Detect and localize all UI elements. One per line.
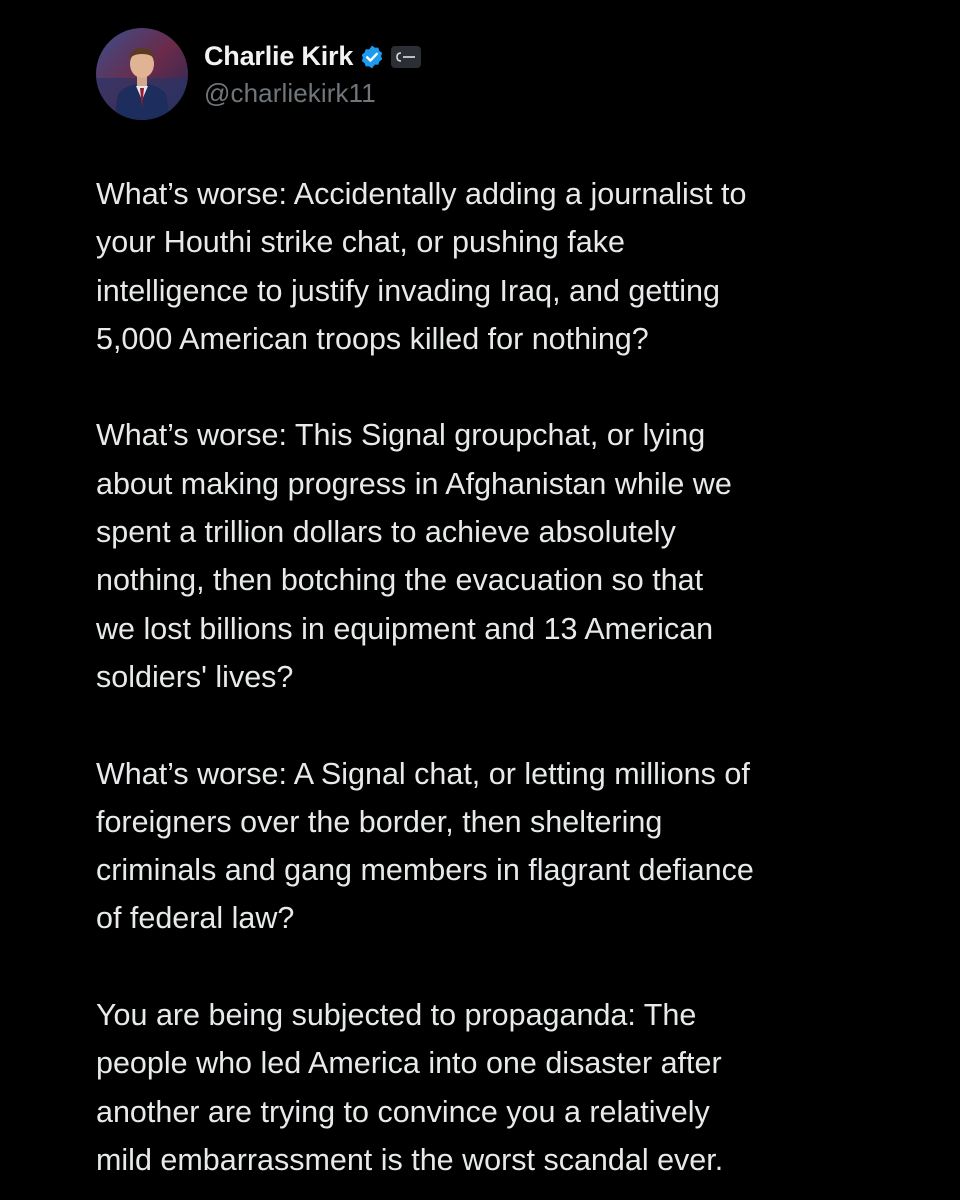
post-paragraph: What’s worse: This Signal groupchat, or lying about making progress in Afghanistan while we spent a trillion dollars to achieve absolutely nothing, then botching the evacuation so that we lost billions in equipment and 13 American soldiers' lives?: [96, 418, 732, 694]
organization-badge-icon[interactable]: [391, 46, 421, 68]
avatar-image: [96, 28, 188, 120]
post-paragraph: You are being subjected to propaganda: The people who led America into one disaster after another are trying to convince you a relatively mild embarrassment is the worst scandal ever.: [96, 998, 724, 1177]
author-names: [204, 40, 421, 109]
post-text: [96, 170, 896, 1184]
post-paragraph: What’s worse: Accidentally adding a journalist to your Houthi strike chat, or pushing fake intelligence to justify invading Iraq, and getting 5,000 American troops killed for nothing?: [96, 177, 747, 356]
display-name[interactable]: Charlie Kirk: [204, 41, 354, 71]
avatar[interactable]: [96, 28, 188, 120]
verified-badge-icon: [359, 44, 385, 70]
author-handle[interactable]: @charliekirk11: [204, 77, 376, 108]
post-header: [96, 28, 421, 120]
name-row: [204, 40, 421, 74]
post-paragraph: What’s worse: A Signal chat, or letting millions of foreigners over the border, then sheltering criminals and gang members in flagrant defiance of federal law?: [96, 756, 754, 936]
